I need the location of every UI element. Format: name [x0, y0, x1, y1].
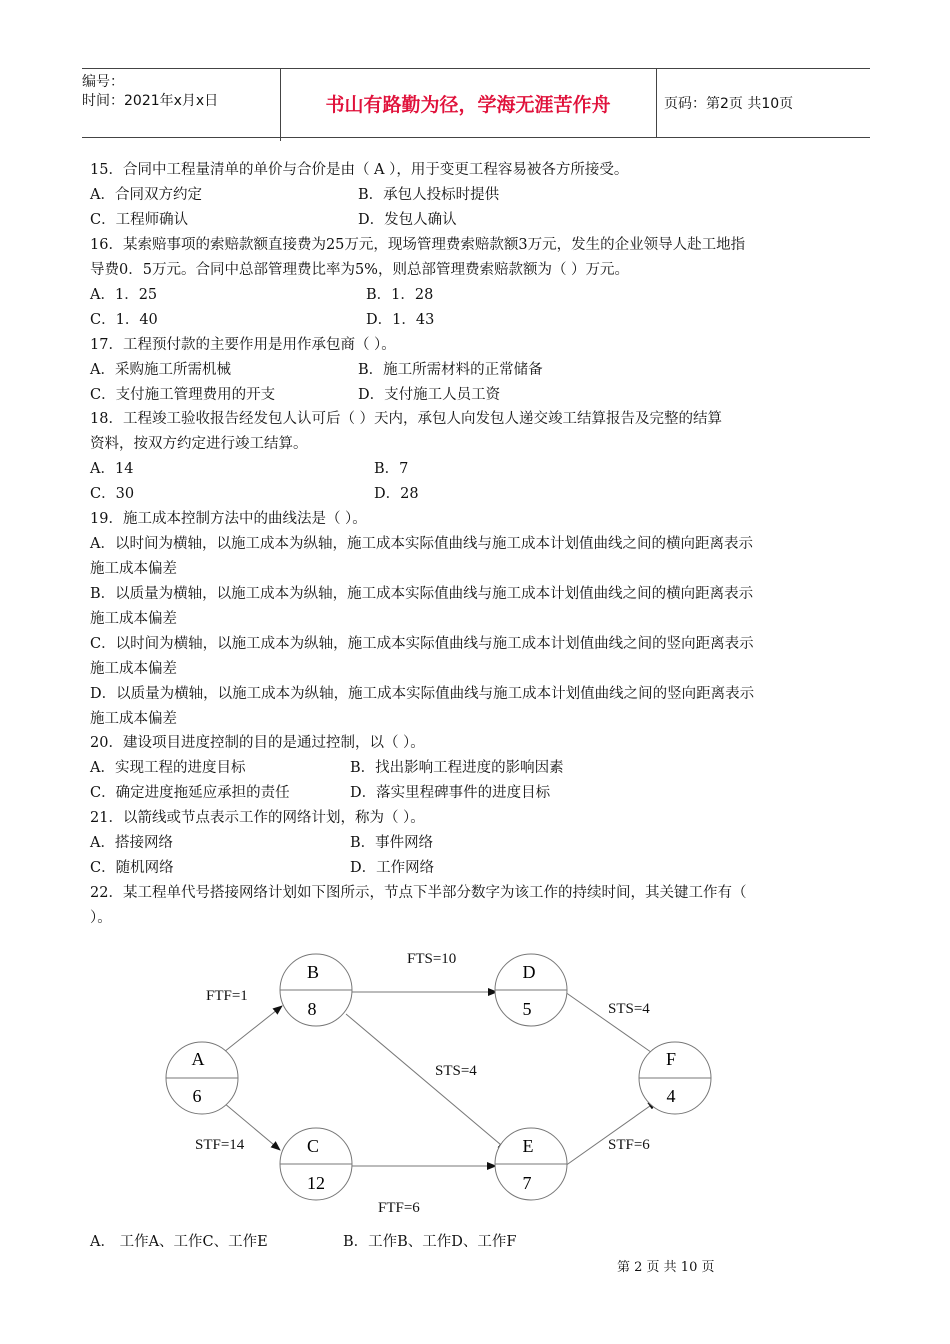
label-c-e: FTF=6 — [378, 1200, 420, 1216]
node-a-duration: 6 — [192, 1086, 202, 1106]
node-c-name: C — [306, 1136, 320, 1156]
q18-stem-2: 资料，按双方约定进行竣工结算。 — [90, 436, 308, 452]
q22-option-b: B．工作B、工作D、工作F — [343, 1234, 517, 1250]
q22-stem-2: ）。 — [90, 910, 112, 926]
q16-option-c: C．1．40 — [90, 312, 158, 328]
time-label: 时间：2021年x月x日 — [82, 93, 219, 109]
q19-option-a-2: 施工成本偏差 — [90, 561, 177, 577]
node-f-duration: 4 — [666, 1086, 676, 1106]
q16-option-a: A．1．25 — [90, 287, 158, 303]
node-a-name: A — [191, 1049, 205, 1069]
q19-option-b-1: B．以质量为横轴，以施工成本为纵轴，施工成本实际值曲线与施工成本计划值曲线之间的横向距离表示 — [90, 586, 754, 602]
q16-option-b: B．1．28 — [366, 287, 434, 303]
q19-option-b-2: 施工成本偏差 — [90, 611, 177, 627]
q20-stem: 20．建设项目进度控制的目的是通过控制，以（ ）。 — [90, 735, 425, 751]
q19-option-d-2: 施工成本偏差 — [90, 711, 177, 727]
node-e — [495, 1128, 567, 1200]
q21-option-b: B．事件网络 — [350, 835, 434, 851]
q21-stem: 21．以箭线或节点表示工作的网络计划，称为（ ）。 — [90, 810, 425, 826]
label-d-f: STS=4 — [608, 1001, 650, 1017]
node-e-name: E — [522, 1136, 534, 1156]
q15-option-b: B．承包人投标时提供 — [358, 187, 500, 203]
q20-option-b: B．找出影响工程进度的影响因素 — [350, 760, 564, 776]
q18-option-c: C．30 — [90, 486, 135, 502]
number-label: 编号： — [82, 74, 124, 90]
node-f-name: F — [665, 1049, 677, 1069]
q16-option-d: D．1．43 — [366, 312, 435, 328]
q19-option-c-1: C．以时间为横轴，以施工成本为纵轴，施工成本实际值曲线与施工成本计划值曲线之间的竖向距离表示 — [90, 636, 754, 652]
q18-option-d: D．28 — [374, 486, 419, 502]
q19-option-c-2: 施工成本偏差 — [90, 661, 177, 677]
q18-option-b: B．7 — [374, 461, 409, 477]
node-f — [639, 1042, 711, 1114]
node-b — [280, 954, 352, 1026]
link-a-b — [224, 1006, 282, 1052]
q17-option-a: A．采购施工所需机械 — [90, 362, 231, 378]
q15-option-d: D．发包人确认 — [358, 212, 457, 228]
node-d-duration: 5 — [522, 999, 532, 1019]
motto: 书山有路勤为径，学海无涯苦作舟 — [280, 69, 657, 137]
node-b-name: B — [306, 962, 320, 982]
q16-stem-2: 导费0．5万元。合同中总部管理费比率为5%，则总部管理费索赔款额为（ ）万元。 — [90, 262, 630, 278]
diagram-link-labels — [192, 951, 650, 1216]
link-b-e — [346, 1014, 507, 1150]
q20-option-a: A．实现工程的进度目标 — [90, 760, 246, 776]
label-e-f: STF=6 — [608, 1137, 650, 1153]
label-b-e: STS=4 — [435, 1063, 477, 1079]
page-footer: 第 2 页 共 10 页 — [617, 1260, 715, 1275]
q22-option-a: A． 工作A、工作C、工作E — [90, 1234, 268, 1250]
page-info: 页码：第2页 共10页 — [664, 96, 794, 112]
q19-option-a-1: A．以时间为横轴，以施工成本为纵轴，施工成本实际值曲线与施工成本计划值曲线之间的横向距离表示 — [90, 536, 753, 552]
label-b-d: FTS=10 — [407, 951, 457, 967]
q15-option-a: A．合同双方约定 — [90, 187, 202, 203]
q17-option-d: D．支付施工人员工资 — [358, 387, 501, 403]
q19-stem: 19．施工成本控制方法中的曲线法是（ ）。 — [90, 511, 367, 527]
q15-option-c: C．工程师确认 — [90, 212, 189, 228]
link-e-f — [565, 1101, 657, 1166]
q17-option-b: B．施工所需材料的正常储备 — [358, 362, 543, 378]
label-a-b: FTF=1 — [206, 988, 248, 1004]
q18-option-a: A．14 — [90, 461, 134, 477]
node-d — [495, 954, 567, 1026]
q17-option-c: C．支付施工管理费用的开支 — [90, 387, 276, 403]
q20-option-c: C．确定进度拖延应承担的责任 — [90, 785, 290, 801]
node-b-duration: 8 — [307, 999, 317, 1019]
node-a — [166, 1042, 238, 1114]
q21-option-d: D．工作网络 — [350, 860, 435, 876]
q17-stem: 17．工程预付款的主要作用是用作承包商（ ）。 — [90, 337, 396, 353]
node-d-name: D — [522, 962, 536, 982]
q16-stem-1: 16．某索赔事项的索赔款额直接费为25万元，现场管理费索赔款额3万元，发生的企业领导人赴工地指 — [90, 237, 746, 253]
q18-stem-1: 18．工程竣工验收报告经发包人认可后（ ）天内，承包人向发包人递交竣工结算报告及完整的结算 — [90, 411, 723, 427]
q19-option-d-1: D．以质量为横轴，以施工成本为纵轴，施工成本实际值曲线与施工成本计划值曲线之间的竖向距离表示 — [90, 686, 755, 702]
q21-option-a: A．搭接网络 — [90, 835, 173, 851]
node-c-duration: 12 — [307, 1173, 325, 1193]
node-e-duration: 7 — [522, 1173, 532, 1193]
q15-stem: 15．合同中工程量清单的单价与合价是由（ A ），用于变更工程容易被各方所接受。 — [90, 162, 629, 178]
node-c — [280, 1128, 352, 1200]
q21-option-c: C．随机网络 — [90, 860, 174, 876]
q20-option-d: D．落实里程碑事件的进度目标 — [350, 785, 551, 801]
label-a-c: STF=14 — [195, 1137, 245, 1153]
q22-stem-1: 22．某工程单代号搭接网络计划如下图所示，节点下半部分数字为该工作的持续时间，其关键工作有（ — [90, 885, 747, 901]
